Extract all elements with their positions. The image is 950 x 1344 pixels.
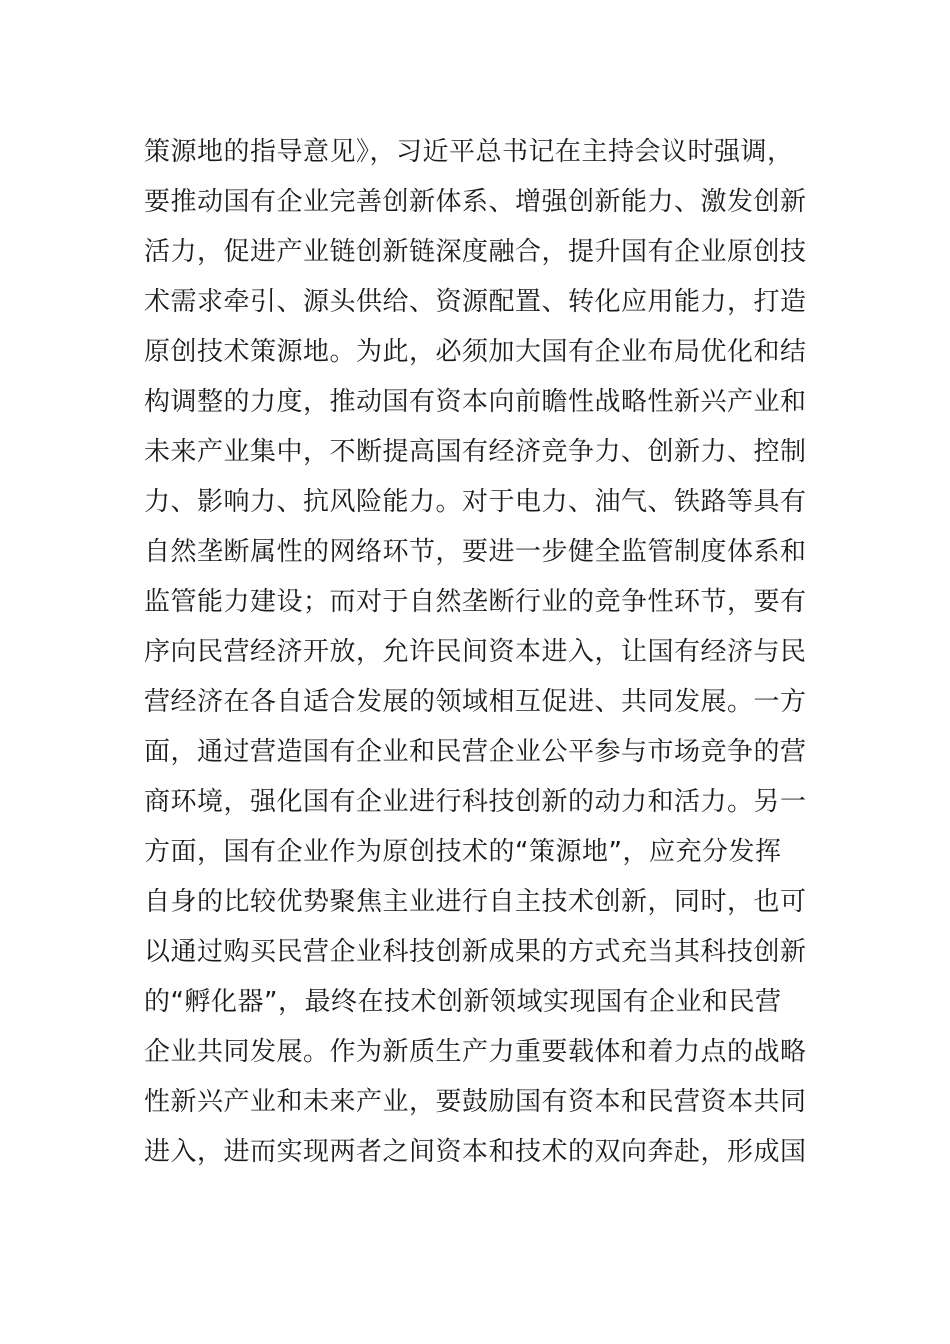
text-line: 自然垄断属性的网络环节，要进一步健全监管制度体系和 — [144, 537, 807, 567]
text-line: 的“孵化器”，最终在技术创新领域实现国有企业和民营 — [144, 987, 782, 1017]
text-line: 原创技术策源地。为此，必须加大国有企业布局优化和结 — [144, 337, 807, 367]
text-line: 性新兴产业和未来产业，要鼓励国有资本和民营资本共同 — [144, 1087, 807, 1117]
text-line: 进入，进而实现两者之间资本和技术的双向奔赴，形成国 — [144, 1137, 807, 1167]
text-line: 商环境，强化国有企业进行科技创新的动力和活力。另一 — [144, 787, 807, 817]
text-line: 自身的比较优势聚焦主业进行自主技术创新，同时，也可 — [144, 887, 807, 917]
text-line: 以通过购买民营企业科技创新成果的方式充当其科技创新 — [144, 937, 807, 967]
text-line: 构调整的力度，推动国有资本向前瞻性战略性新兴产业和 — [144, 387, 807, 417]
text-line: 面，通过营造国有企业和民营企业公平参与市场竞争的营 — [144, 737, 807, 767]
text-line: 序向民营经济开放，允许民间资本进入，让国有经济与民 — [144, 637, 807, 667]
text-line: 力、影响力、抗风险能力。对于电力、油气、铁路等具有 — [144, 487, 807, 517]
text-line: 营经济在各自适合发展的领域相互促进、共同发展。一方 — [144, 687, 807, 717]
text-line: 方面，国有企业作为原创技术的“策源地”，应充分发挥 — [144, 837, 782, 867]
text-line: 要推动国有企业完善创新体系、增强创新能力、激发创新 — [144, 187, 807, 217]
text-line: 监管能力建设；而对于自然垄断行业的竞争性环节，要有 — [144, 587, 807, 617]
text-line: 未来产业集中，不断提高国有经济竞争力、创新力、控制 — [144, 437, 807, 467]
text-line: 策源地的指导意见》，习近平总书记在主持会议时强调， — [144, 137, 794, 167]
text-line: 活力，促进产业链创新链深度融合，提升国有企业原创技 — [144, 237, 807, 267]
body-paragraph — [144, 127, 814, 1177]
text-line: 企业共同发展。作为新质生产力重要载体和着力点的战略 — [144, 1037, 807, 1067]
text-line: 术需求牵引、源头供给、资源配置、转化应用能力，打造 — [144, 287, 807, 317]
